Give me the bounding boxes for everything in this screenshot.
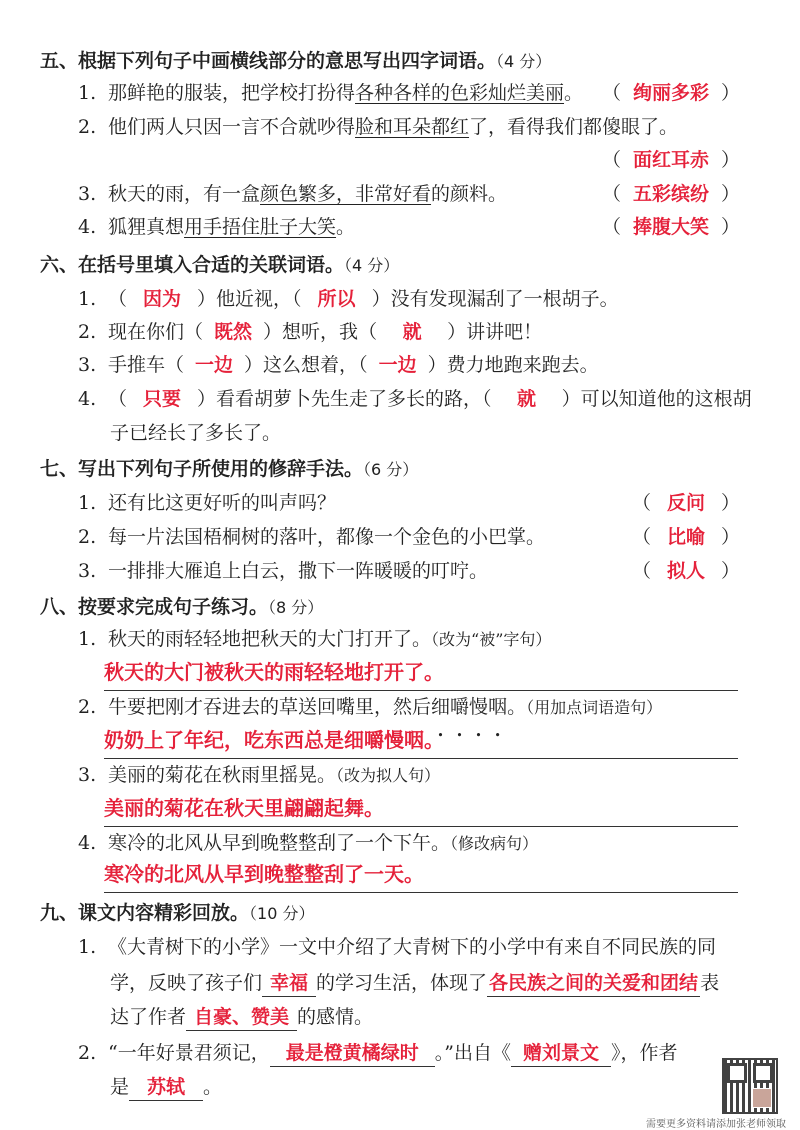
s7-q1: 1. 还有比这更好听的叫声吗？ bbox=[78, 492, 337, 514]
section-7-title: 七、写出下列句子所使用的修辞手法。（6 分） bbox=[40, 458, 419, 480]
s5-q2-answer: （ 面红耳赤 ） bbox=[601, 149, 740, 171]
section-8-title: 八、按要求完成句子练习。（8 分） bbox=[40, 596, 324, 618]
s9-q1-line3: 达了作者 自豪、赞美 的感情。 bbox=[110, 1000, 373, 1034]
s8-q3-answer-line: 美丽的菊花在秋天里翩翩起舞。 bbox=[104, 790, 738, 827]
s6-q3: 3. 手推车（ 一边 ）这么想着，（ 一边 ）费力地跑来跑去。 bbox=[78, 354, 599, 376]
s6-q4-cont: 子已经长了多长了。 bbox=[110, 422, 282, 444]
s6-q4: 4. （ 只要 ）看看胡萝卜先生走了多长的路，（ 就 ）可以知道他的这根胡 bbox=[78, 388, 752, 410]
s8-q3: 3. 美丽的菊花在秋雨里摇晃。（改为拟人句） bbox=[78, 764, 441, 786]
s5-q3: 3. 秋天的雨，有一盒颜色繁多，非常好看的颜料。 bbox=[78, 183, 508, 205]
s5-q4: 4. 狐狸真想用手捂住肚子大笑。 bbox=[78, 216, 356, 238]
qr-avatar-image bbox=[752, 1088, 772, 1108]
s6-q2: 2. 现在你们（ 既然 ）想听，我（ 就 ）讲讲吧！ bbox=[78, 321, 543, 343]
s5-q1: 1. 那鲜艳的服装，把学校打扮得各种各样的色彩灿烂美丽。 bbox=[78, 82, 584, 104]
s7-q2: 2. 每一片法国梧桐树的落叶，都像一个金色的小巴掌。 bbox=[78, 526, 546, 548]
s8-q2-answer-line: 奶奶上了年纪，吃东西总是细嚼慢咽。 bbox=[104, 722, 738, 759]
s8-q1: 1. 秋天的雨轻轻地把秋天的大门打开了。（改为“被”字句） bbox=[78, 628, 552, 650]
section-9-title: 九、课文内容精彩回放。（10 分） bbox=[40, 902, 315, 924]
s5-q2: 2. 他们两人只因一言不合就吵得脸和耳朵都红了，看得我们都傻眼了。 bbox=[78, 116, 679, 138]
section-6-title: 六、在括号里填入合适的关联词语。（4 分） bbox=[40, 254, 400, 276]
s9-q1-line1: 1. 《大青树下的小学》一文中介绍了大青树下的小学中有来自不同民族的同 bbox=[78, 936, 717, 958]
s9-q2-line2: 是 苏轼 。 bbox=[110, 1070, 222, 1104]
s8-q1-answer-line: 秋天的大门被秋天的雨轻轻地打开了。 bbox=[104, 654, 738, 691]
section-5-title: 五、根据下列句子中画横线部分的意思写出四字词语。（4 分） bbox=[40, 50, 552, 72]
s9-q1-line2: 学，反映了孩子们 幸福 的学习生活，体现了 各民族之间的关爱和团结 表 bbox=[110, 966, 719, 1000]
s8-q4: 4. 寒冷的北风从早到晚整整刮了一个下午。（修改病句） bbox=[78, 832, 539, 854]
s7-q2-answer: （ 比喻 ） bbox=[631, 526, 740, 548]
s5-q4-answer: （ 捧腹大笑 ） bbox=[601, 216, 740, 238]
s7-q3: 3. 一排排大雁追上白云，撒下一阵暖暖的叮咛。 bbox=[78, 560, 489, 582]
s7-q3-answer: （ 拟人 ） bbox=[631, 560, 740, 582]
s5-q3-answer: （ 五彩缤纷 ） bbox=[601, 183, 740, 205]
s8-q2: 2. 牛要把刚才吞进去的草送回嘴里，然后细嚼慢咽。（用加点词语造句） bbox=[78, 696, 663, 718]
footer-note: 需要更多资料请添加张老师领取 bbox=[646, 1119, 786, 1130]
s5-q1-answer: （ 绚丽多彩 ） bbox=[601, 82, 740, 104]
s9-q2-line1: 2. “一年好景君须记， 最是橙黄橘绿时 。”出自《 赠刘景文 》，作者 bbox=[78, 1036, 677, 1070]
s6-q1: 1. （ 因为 ）他近视，（ 所以 ）没有发现漏刮了一根胡子。 bbox=[78, 288, 619, 310]
s7-q1-answer: （ 反问 ） bbox=[631, 492, 740, 514]
s8-q4-answer-line: 寒冷的北风从早到晚整整刮了一天。 bbox=[104, 856, 738, 893]
